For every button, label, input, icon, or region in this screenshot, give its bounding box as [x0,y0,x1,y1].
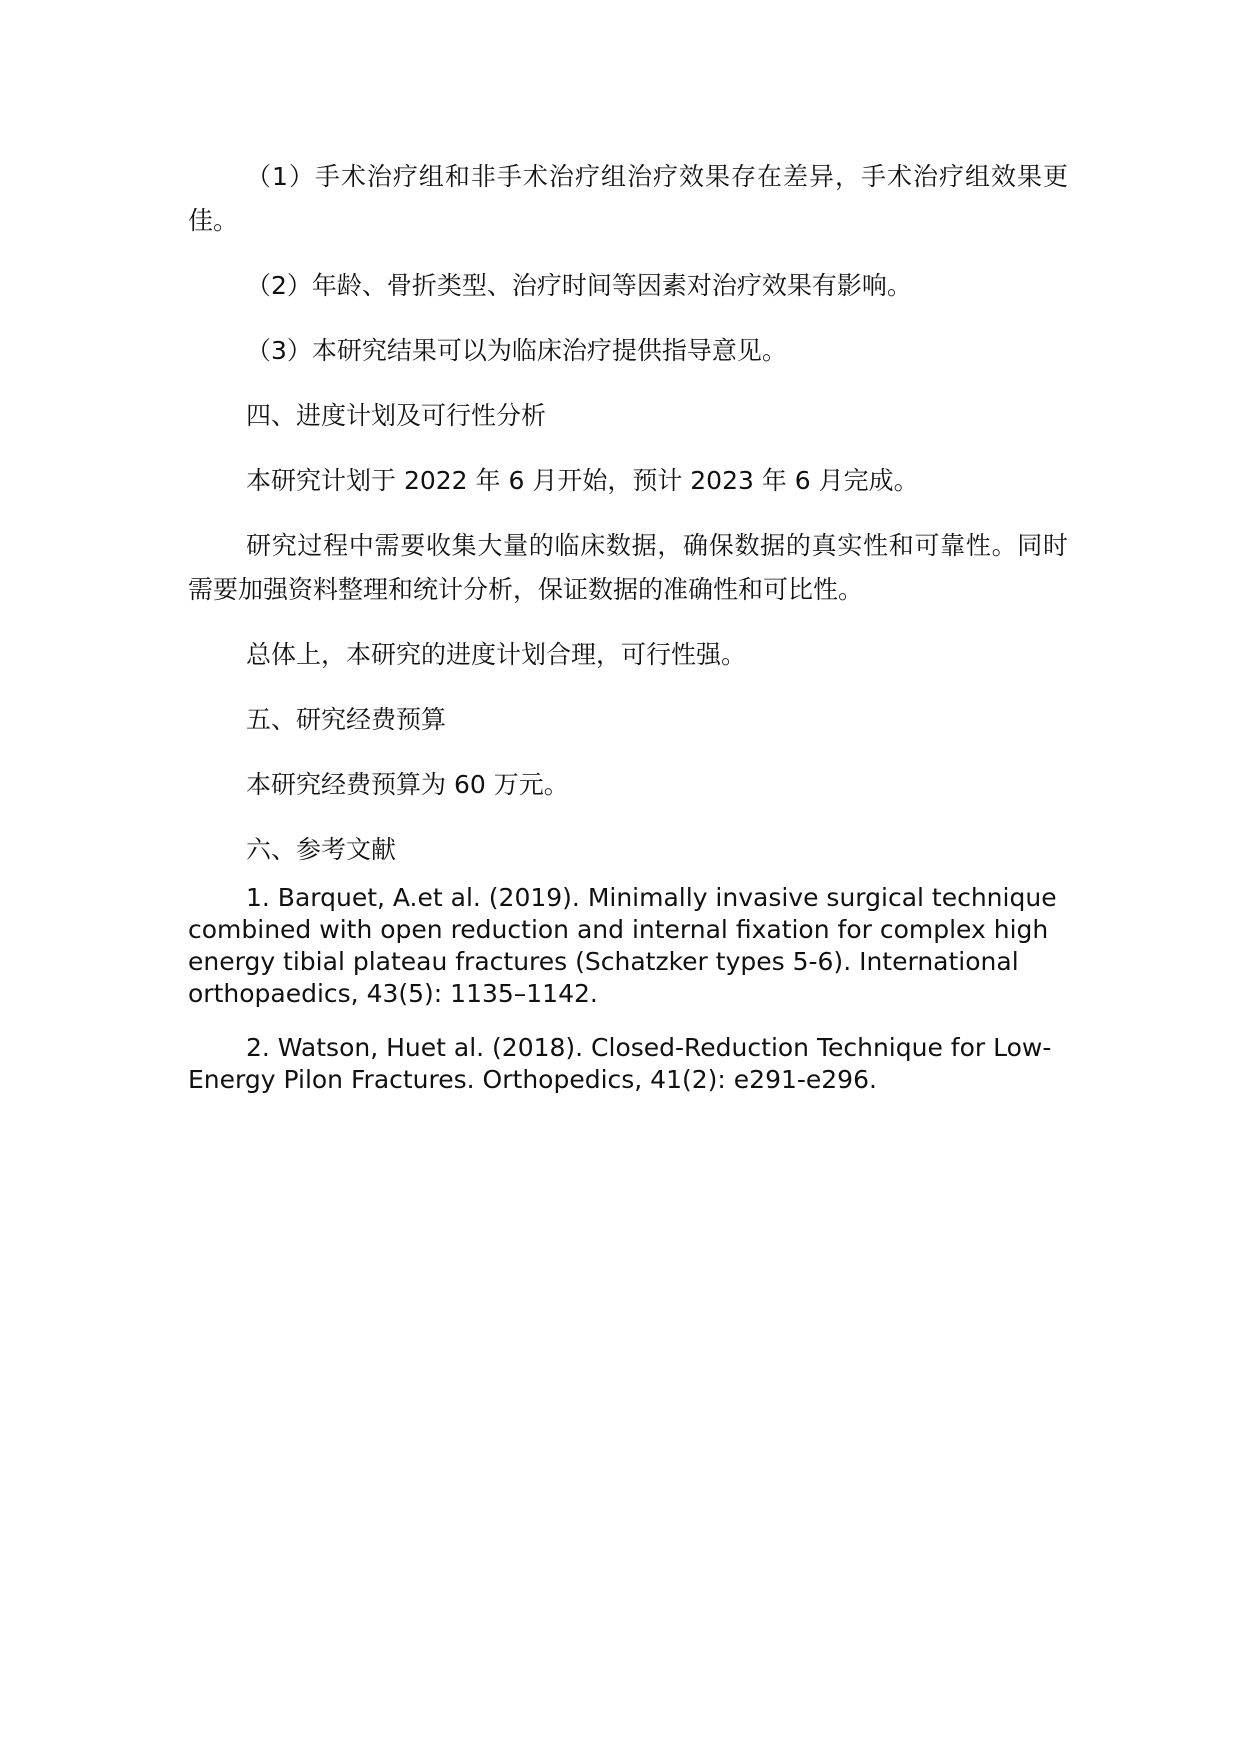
conclusion-item-3: （3）本研究结果可以为临床治疗提供指导意见。 [246,336,787,365]
budget-paragraph: 本研究经费预算为 60 万元。 [246,770,569,799]
document-body [188,155,1068,1096]
schedule-paragraph-2: 研究过程中需要收集大量的临床数据，确保数据的真实性和可靠性。同时需要加强资料整理和统计分析，保证数据的准确性和可比性。 [188,531,1068,604]
conclusion-item-2: （2）年龄、骨折类型、治疗时间等因素对治疗效果有影响。 [246,271,912,300]
conclusion-item-1: （1）手术治疗组和非手术治疗组治疗效果存在差异，手术治疗组效果更佳。 [188,162,1068,235]
section-heading-references: 六、参考文献 [246,835,397,864]
reference-item-1: 1. Barquet, A.et al. (2019). Minimally invasive surgical technique combined with open reduction and internal fixation for complex high energy tibial plateau fractures (Schatzker types 5-6). International orthopaedics, 43(5): 1135–1142. [188,883,1057,1008]
section-heading-budget: 五、研究经费预算 [246,705,447,734]
section-heading-schedule: 四、进度计划及可行性分析 [246,401,547,430]
schedule-paragraph-3: 总体上，本研究的进度计划合理，可行性强。 [246,640,747,669]
reference-item-2: 2. Watson, Huet al. (2018). Closed-Reduction Technique for Low-Energy Pilon Fractures. Orthopedics, 41(2): e291-e296. [188,1033,1052,1094]
schedule-paragraph-1: 本研究计划于 2022 年 6 月开始，预计 2023 年 6 月完成。 [246,466,919,495]
